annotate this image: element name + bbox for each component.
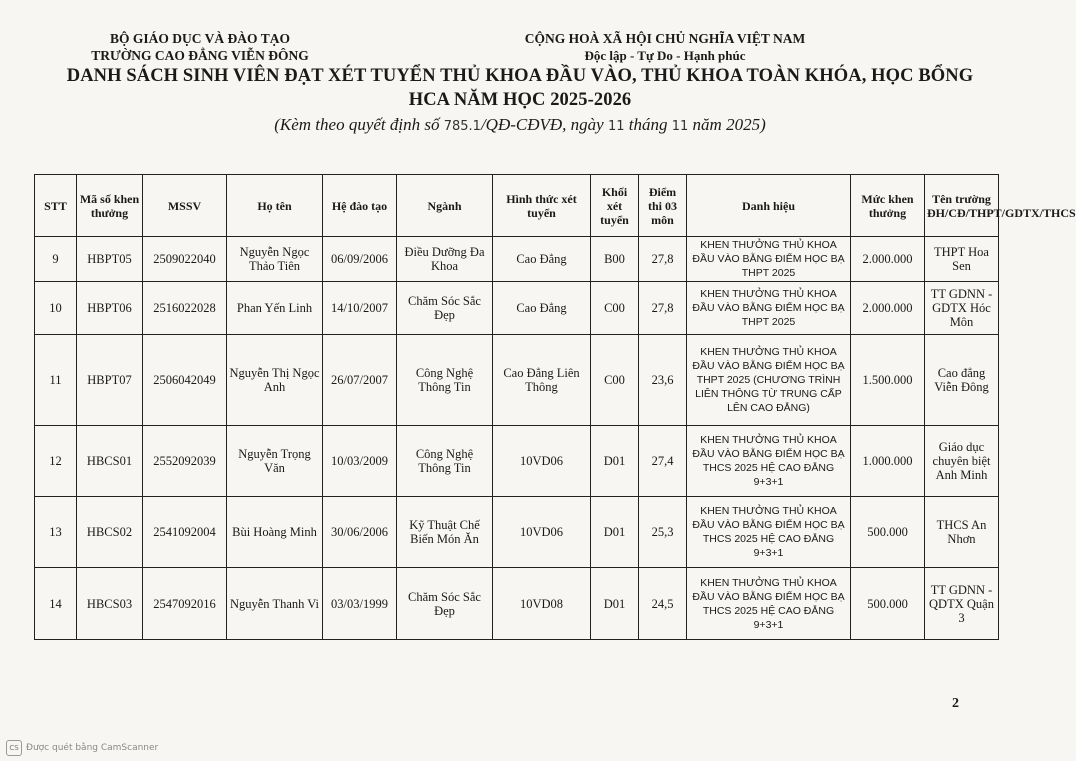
subtitle-part-1: (Kèm theo quyết định số [274,115,444,134]
cell-mssv: 2506042049 [143,335,227,426]
page-number: 2 [952,696,959,711]
cell-stt: 10 [35,282,77,335]
cell-name: Nguyễn Ngọc Thảo Tiên [227,237,323,282]
cell-stt: 9 [35,237,77,282]
country-name: CỘNG HOÀ XÃ HỘI CHỦ NGHĨA VIỆT NAM [524,31,806,46]
cell-major: Công Nghệ Thông Tin [397,426,493,497]
cell-award: KHEN THƯỞNG THỦ KHOA ĐẦU VÀO BẰNG ĐIỂM HỌC BẠ THPT 2025 [687,282,851,335]
cell-score: 27,8 [639,282,687,335]
cell-major: Chăm Sóc Sắc Đẹp [397,568,493,640]
cell-dob: 26/07/2007 [323,335,397,426]
table-row [35,237,999,282]
cell-name: Bùi Hoàng Minh [227,497,323,568]
cell-form: 10VD06 [493,497,591,568]
table-row [35,497,999,568]
cell-score: 25,3 [639,497,687,568]
cell-mssv: 2541092004 [143,497,227,568]
table-row [35,568,999,640]
cell-amount: 2.000.000 [851,282,925,335]
col-header-school: Tên trường ĐH/CĐ/THPT/GDTX/THCS [925,175,999,237]
cell-name: Phan Yến Linh [227,282,323,335]
cell-score: 27,4 [639,426,687,497]
cell-mssv: 2552092039 [143,426,227,497]
cell-award: KHEN THƯỞNG THỦ KHOA ĐẦU VÀO BẰNG ĐIỂM HỌC BẠ THCS 2025 HỆ CAO ĐẲNG 9+3+1 [687,568,851,640]
subtitle-part-4: năm 2025) [688,115,766,134]
cell-score: 24,5 [639,568,687,640]
cell-award: KHEN THƯỞNG THỦ KHOA ĐẦU VÀO BẰNG ĐIỂM HỌC BẠ THCS 2025 HỆ CAO ĐẲNG 9+3+1 [687,497,851,568]
cell-dob: 03/03/1999 [323,568,397,640]
cell-form: 10VD08 [493,568,591,640]
decision-day: 11 [607,119,625,134]
cell-stt: 14 [35,568,77,640]
cell-score: 27,8 [639,237,687,282]
cell-form: 10VD06 [493,426,591,497]
cell-block: C00 [591,335,639,426]
decision-month: 11 [671,119,689,134]
cell-block: D01 [591,497,639,568]
scanner-text: Được quét bằng CamScanner [26,743,159,753]
cell-mssv: 2516022028 [143,282,227,335]
cell-stt: 11 [35,335,77,426]
cell-block: D01 [591,426,639,497]
ministry-name: BỘ GIÁO DỤC VÀ ĐÀO TẠO [110,31,290,46]
cell-amount: 1.000.000 [851,426,925,497]
scanner-watermark [6,740,158,756]
subtitle-part-2: /QĐ-CĐVĐ, ngày [480,115,608,134]
title-line-2: HCA NĂM HỌC 2025-2026 [408,90,632,110]
cell-code: HBPT05 [77,237,143,282]
cell-mssv: 2509022040 [143,237,227,282]
col-header-code: Mã số khen thưởng [77,175,143,237]
cell-school: THPT Hoa Sen [925,237,999,282]
cell-major: Điều Dưỡng Đa Khoa [397,237,493,282]
cell-school: TT GDNN - GDTX Hóc Môn [925,282,999,335]
cell-dob: 10/03/2009 [323,426,397,497]
cell-dob: 30/06/2006 [323,497,397,568]
col-header-admission-form: Hình thức xét tuyển [493,175,591,237]
table-row [35,335,999,426]
cell-mssv: 2547092016 [143,568,227,640]
cell-major: Công Nghệ Thông Tin [397,335,493,426]
title-line-1: DANH SÁCH SINH VIÊN ĐẠT XÉT TUYỂN THỦ KHOA ĐẦU VÀO, THỦ KHOA TOÀN KHÓA, HỌC BỔNG [66,66,974,86]
document-title [40,64,1000,112]
cell-name: Nguyễn Thị Ngọc Anh [227,335,323,426]
camscanner-logo-icon: CS [6,740,22,756]
cell-name: Nguyễn Thanh Vi [227,568,323,640]
cell-block: D01 [591,568,639,640]
cell-code: HBPT06 [77,282,143,335]
cell-school: TT GDNN - QDTX Quận 3 [925,568,999,640]
motto: Độc lập - Tự Do - Hạnh phúc [584,48,746,63]
cell-block: B00 [591,237,639,282]
cell-stt: 12 [35,426,77,497]
cell-school: Giáo dục chuyên biệt Anh Minh [925,426,999,497]
cell-major: Chăm Sóc Sắc Đẹp [397,282,493,335]
cell-award: KHEN THƯỞNG THỦ KHOA ĐẦU VÀO BẰNG ĐIỂM HỌC BẠ THPT 2025 [687,237,851,282]
cell-major: Kỹ Thuật Chế Biến Món Ăn [397,497,493,568]
cell-dob: 14/10/2007 [323,282,397,335]
cell-award: KHEN THƯỞNG THỦ KHOA ĐẦU VÀO BẰNG ĐIỂM HỌC BẠ THCS 2025 HỆ CAO ĐẲNG 9+3+1 [687,426,851,497]
header-right [480,30,850,64]
col-header-mssv: MSSV [143,175,227,237]
subtitle-part-3: tháng [624,115,672,134]
cell-amount: 2.000.000 [851,237,925,282]
cell-school: THCS An Nhơn [925,497,999,568]
header-left [70,30,330,64]
table-row [35,282,999,335]
cell-code: HBCS01 [77,426,143,497]
cell-amount: 500.000 [851,497,925,568]
table-header-row [35,175,999,237]
student-list-table [34,174,1076,640]
cell-dob: 06/09/2006 [323,237,397,282]
cell-amount: 500.000 [851,568,925,640]
col-header-program: Hệ đào tạo [323,175,397,237]
col-header-score: Điểm thi 03 môn [639,175,687,237]
cell-form: Cao Đẳng Liên Thông [493,335,591,426]
col-header-amount: Mức khen thưởng [851,175,925,237]
cell-stt: 13 [35,497,77,568]
cell-block: C00 [591,282,639,335]
cell-name: Nguyễn Trọng Văn [227,426,323,497]
col-header-name: Họ tên [227,175,323,237]
cell-form: Cao Đẳng [493,237,591,282]
cell-award: KHEN THƯỞNG THỦ KHOA ĐẦU VÀO BẰNG ĐIỂM HỌC BẠ THPT 2025 (CHƯƠNG TRÌNH LIÊN THÔNG TỪ TRUNG CẤP LÊN CAO ĐẲNG) [687,335,851,426]
cell-code: HBCS03 [77,568,143,640]
cell-score: 23,6 [639,335,687,426]
decision-number: 785.1 [443,119,481,134]
col-header-stt: STT [35,175,77,237]
decision-reference [40,114,1000,138]
table-row [35,426,999,497]
col-header-award: Danh hiệu [687,175,851,237]
cell-school: Cao đẳng Viễn Đông [925,335,999,426]
cell-form: Cao Đẳng [493,282,591,335]
col-header-major: Ngành [397,175,493,237]
cell-code: HBPT07 [77,335,143,426]
col-header-block: Khối xét tuyển [591,175,639,237]
school-name: TRƯỜNG CAO ĐẲNG VIỄN ĐÔNG [91,48,309,63]
cell-amount: 1.500.000 [851,335,925,426]
cell-code: HBCS02 [77,497,143,568]
